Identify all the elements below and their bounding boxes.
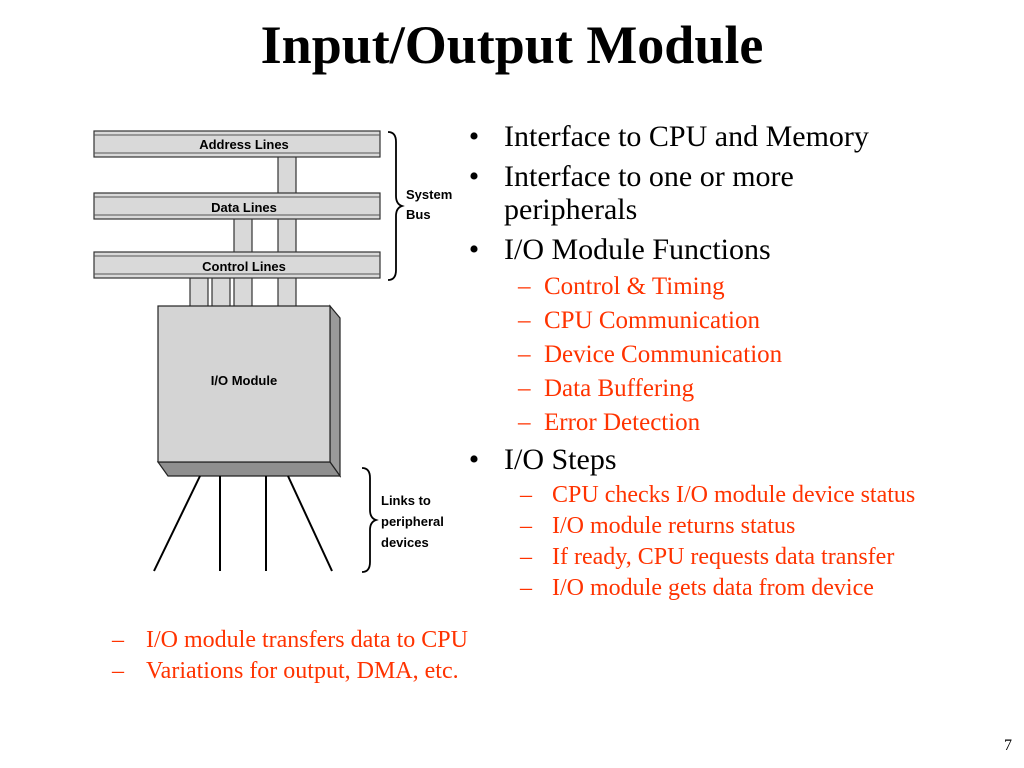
- function-text: Error Detection: [544, 409, 701, 436]
- links-label-3: devices: [381, 535, 429, 550]
- dash: –: [518, 307, 531, 334]
- system-bus-label-2: Bus: [406, 207, 431, 222]
- dash: –: [112, 658, 124, 684]
- peripheral-links: [154, 476, 332, 571]
- dash: –: [520, 513, 532, 539]
- slide-title: Input/Output Module: [260, 15, 764, 75]
- links-brace: [362, 468, 376, 572]
- dash: –: [112, 627, 124, 653]
- step-text: Variations for output, DMA, etc.: [146, 658, 459, 684]
- io-module-label: I/O Module: [210, 373, 278, 388]
- dash: –: [518, 409, 531, 436]
- function-text: Device Communication: [544, 341, 783, 368]
- address-lines-label: Address Lines: [199, 137, 289, 152]
- step-item: [112, 625, 712, 655]
- link-1: [154, 476, 200, 571]
- control-lines-label: Control Lines: [202, 259, 286, 274]
- system-bus-brace: [388, 132, 402, 280]
- dash: –: [518, 273, 531, 300]
- dash: –: [520, 544, 532, 570]
- step-text: If ready, CPU requests data transfer: [552, 544, 895, 570]
- io-module-side: [330, 306, 340, 476]
- function-text: Control & Timing: [544, 273, 725, 300]
- dash: –: [518, 375, 531, 402]
- dash: –: [520, 575, 532, 601]
- bullet-text: Interface to one or more: [504, 160, 794, 193]
- step-text: I/O module transfers data to CPU: [146, 627, 468, 653]
- page-number: 7: [1004, 737, 1012, 754]
- bullet-dot: •: [468, 233, 480, 266]
- bullet-dot: •: [468, 120, 480, 153]
- bullet-text: Interface to CPU and Memory: [504, 120, 869, 153]
- function-item: [518, 409, 1020, 436]
- step-item: [520, 545, 1020, 569]
- step-item: [520, 514, 1020, 538]
- function-text: CPU Communication: [544, 307, 760, 334]
- bullet-dot: •: [468, 443, 480, 476]
- step-item: [112, 656, 712, 686]
- system-bus-label-1: System: [406, 187, 453, 202]
- connector-control-1: [190, 278, 208, 308]
- function-item: [518, 341, 1020, 368]
- bullet-text: I/O Steps: [504, 443, 617, 476]
- function-text: Data Buffering: [544, 375, 695, 402]
- io-module-diagram: [90, 126, 460, 586]
- bullet-functions-heading: [464, 233, 1020, 266]
- bullet-steps-heading: [464, 443, 1020, 476]
- io-module-bottom: [158, 462, 340, 476]
- bullet-interface-peripherals: [464, 160, 1020, 226]
- bullet-text-cont: peripherals: [504, 193, 638, 226]
- connector-control-2: [212, 278, 230, 308]
- bullet-dot: •: [468, 160, 480, 193]
- bullet-list: [464, 120, 1020, 607]
- step-item: [520, 576, 1020, 600]
- bullet-interface-cpu: [464, 120, 1020, 153]
- function-item: [518, 375, 1020, 402]
- dash: –: [520, 482, 532, 508]
- data-lines-label: Data Lines: [211, 200, 277, 215]
- dash: –: [518, 341, 531, 368]
- bullet-text: I/O Module Functions: [504, 233, 771, 266]
- links-label-2: peripheral: [381, 514, 444, 529]
- connector-address: [278, 156, 296, 308]
- link-4: [288, 476, 332, 571]
- step-text: CPU checks I/O module device status: [552, 482, 916, 508]
- step-text: I/O module returns status: [552, 513, 796, 539]
- functions-list: [464, 273, 1020, 436]
- links-label-1: Links to: [381, 493, 431, 508]
- step-item: [520, 483, 1020, 507]
- function-item: [518, 307, 1020, 334]
- steps-list-continued: [112, 625, 712, 687]
- bus-connectors: [190, 156, 296, 308]
- function-item: [518, 273, 1020, 300]
- step-text: I/O module gets data from device: [552, 575, 874, 601]
- steps-list: [464, 483, 1020, 600]
